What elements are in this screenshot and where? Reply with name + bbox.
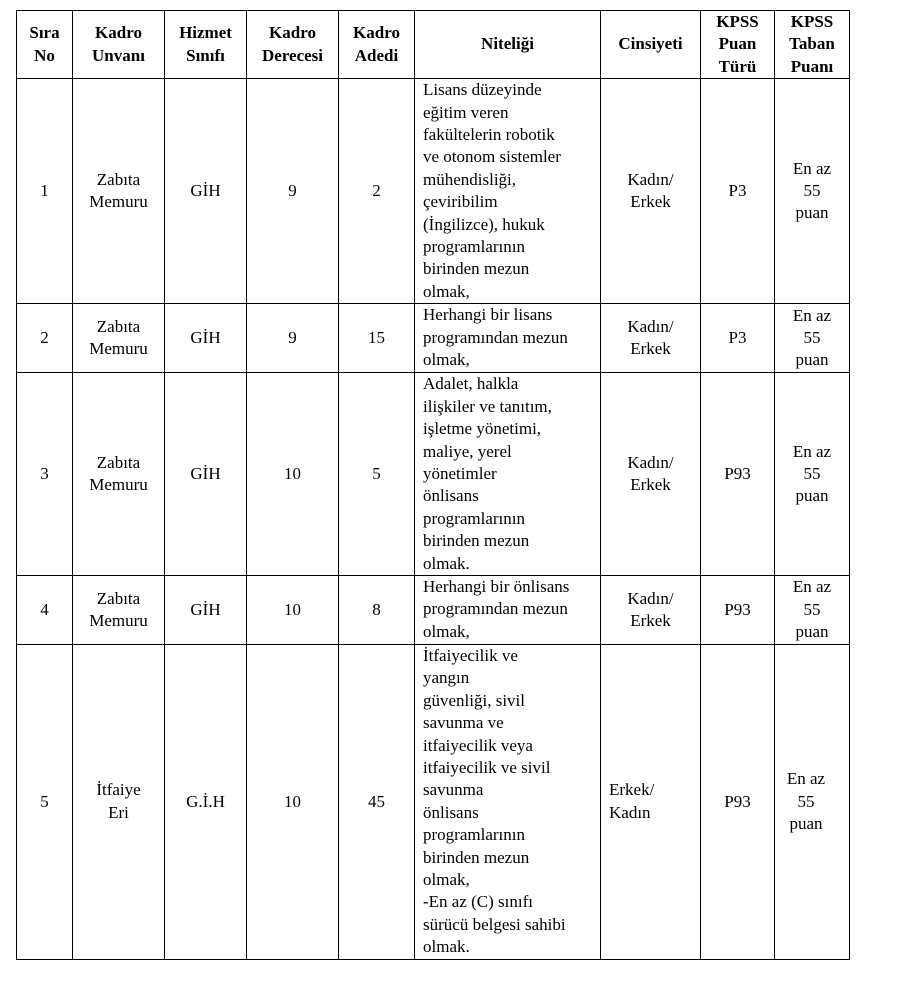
header-kadro-unvani: Kadro Unvanı [73,11,165,79]
cell-hizmet-sinifi: GİH [165,304,247,373]
cell-kpss-puan-turu: P3 [701,304,775,373]
cell-kadro-derecesi: 10 [247,373,339,576]
cell-kpss-taban-puani: En az 55 puan [775,575,850,644]
cell-kpss-taban-puani: En az 55 puan [775,304,850,373]
cell-kadro-derecesi: 9 [247,79,339,304]
cell-kadro-adedi: 45 [339,644,415,959]
cell-kadro-adedi: 8 [339,575,415,644]
cell-hizmet-sinifi: G.İ.H [165,644,247,959]
cell-kadro-unvani: İtfaiye Eri [73,644,165,959]
table-row [17,304,850,373]
cell-kpss-puan-turu: P93 [701,575,775,644]
cell-kadro-adedi: 2 [339,79,415,304]
header-row [17,11,850,79]
cell-kpss-puan-turu: P93 [701,373,775,576]
header-kadro-adedi: Kadro Adedi [339,11,415,79]
cell-sira-no: 1 [17,79,73,304]
cell-kadro-unvani: Zabıta Memuru [73,304,165,373]
table-row [17,575,850,644]
cell-kpss-puan-turu: P3 [701,79,775,304]
cell-kadro-adedi: 5 [339,373,415,576]
cell-kadro-unvani: Zabıta Memuru [73,373,165,576]
cell-niteligi: Herhangi bir önlisans programından mezun olmak, [415,575,601,644]
header-cinsiyeti: Cinsiyeti [601,11,701,79]
cell-kadro-unvani: Zabıta Memuru [73,575,165,644]
cell-cinsiyeti: Kadın/ Erkek [601,575,701,644]
cell-niteligi: Adalet, halkla ilişkiler ve tanıtım, işletme yönetimi, maliye, yerel yönetimler önlisans programlarının birinden mezun olmak. [415,373,601,576]
cell-cinsiyeti: Kadın/ Erkek [601,79,701,304]
table-row [17,644,850,959]
cell-kadro-derecesi: 10 [247,644,339,959]
cell-cinsiyeti: Erkek/ Kadın [601,644,701,959]
cell-cinsiyeti: Kadın/ Erkek [601,373,701,576]
cell-niteligi: Herhangi bir lisans programından mezun olmak, [415,304,601,373]
cell-niteligi: İtfaiyecilik ve yangın güvenliği, sivil savunma ve itfaiyecilik veya itfaiyecilik ve sivil savunma önlisans programlarının birinden mezun olmak, -En az (C) sınıfı sürücü belgesi sahibi olmak. [415,644,601,959]
cell-kpss-taban-puani: En az 55 puan [775,644,850,959]
header-kpss-puan-turu: KPSS Puan Türü [701,11,775,79]
table-row [17,79,850,304]
cell-kadro-adedi: 15 [339,304,415,373]
cell-kadro-derecesi: 9 [247,304,339,373]
cell-hizmet-sinifi: GİH [165,373,247,576]
cell-kadro-unvani: Zabıta Memuru [73,79,165,304]
kadro-table [16,10,850,960]
header-niteligi: Niteliği [415,11,601,79]
cell-kpss-taban-puani: En az 55 puan [775,373,850,576]
cell-cinsiyeti: Kadın/ Erkek [601,304,701,373]
cell-sira-no: 4 [17,575,73,644]
cell-hizmet-sinifi: GİH [165,79,247,304]
header-kadro-derecesi: Kadro Derecesi [247,11,339,79]
cell-sira-no: 5 [17,644,73,959]
cell-sira-no: 3 [17,373,73,576]
cell-niteligi: Lisans düzeyinde eğitim veren fakültelerin robotik ve otonom sistemler mühendisliği, çeviribilim (İngilizce), hukuk programlarının birinden mezun olmak, [415,79,601,304]
cell-kpss-taban-puani: En az 55 puan [775,79,850,304]
cell-kpss-puan-turu: P93 [701,644,775,959]
cell-sira-no: 2 [17,304,73,373]
header-kpss-taban-puani: KPSS Taban Puanı [775,11,850,79]
table-row [17,373,850,576]
header-hizmet-sinifi: Hizmet Sınıfı [165,11,247,79]
cell-hizmet-sinifi: GİH [165,575,247,644]
header-sira-no: Sıra No [17,11,73,79]
cell-kadro-derecesi: 10 [247,575,339,644]
